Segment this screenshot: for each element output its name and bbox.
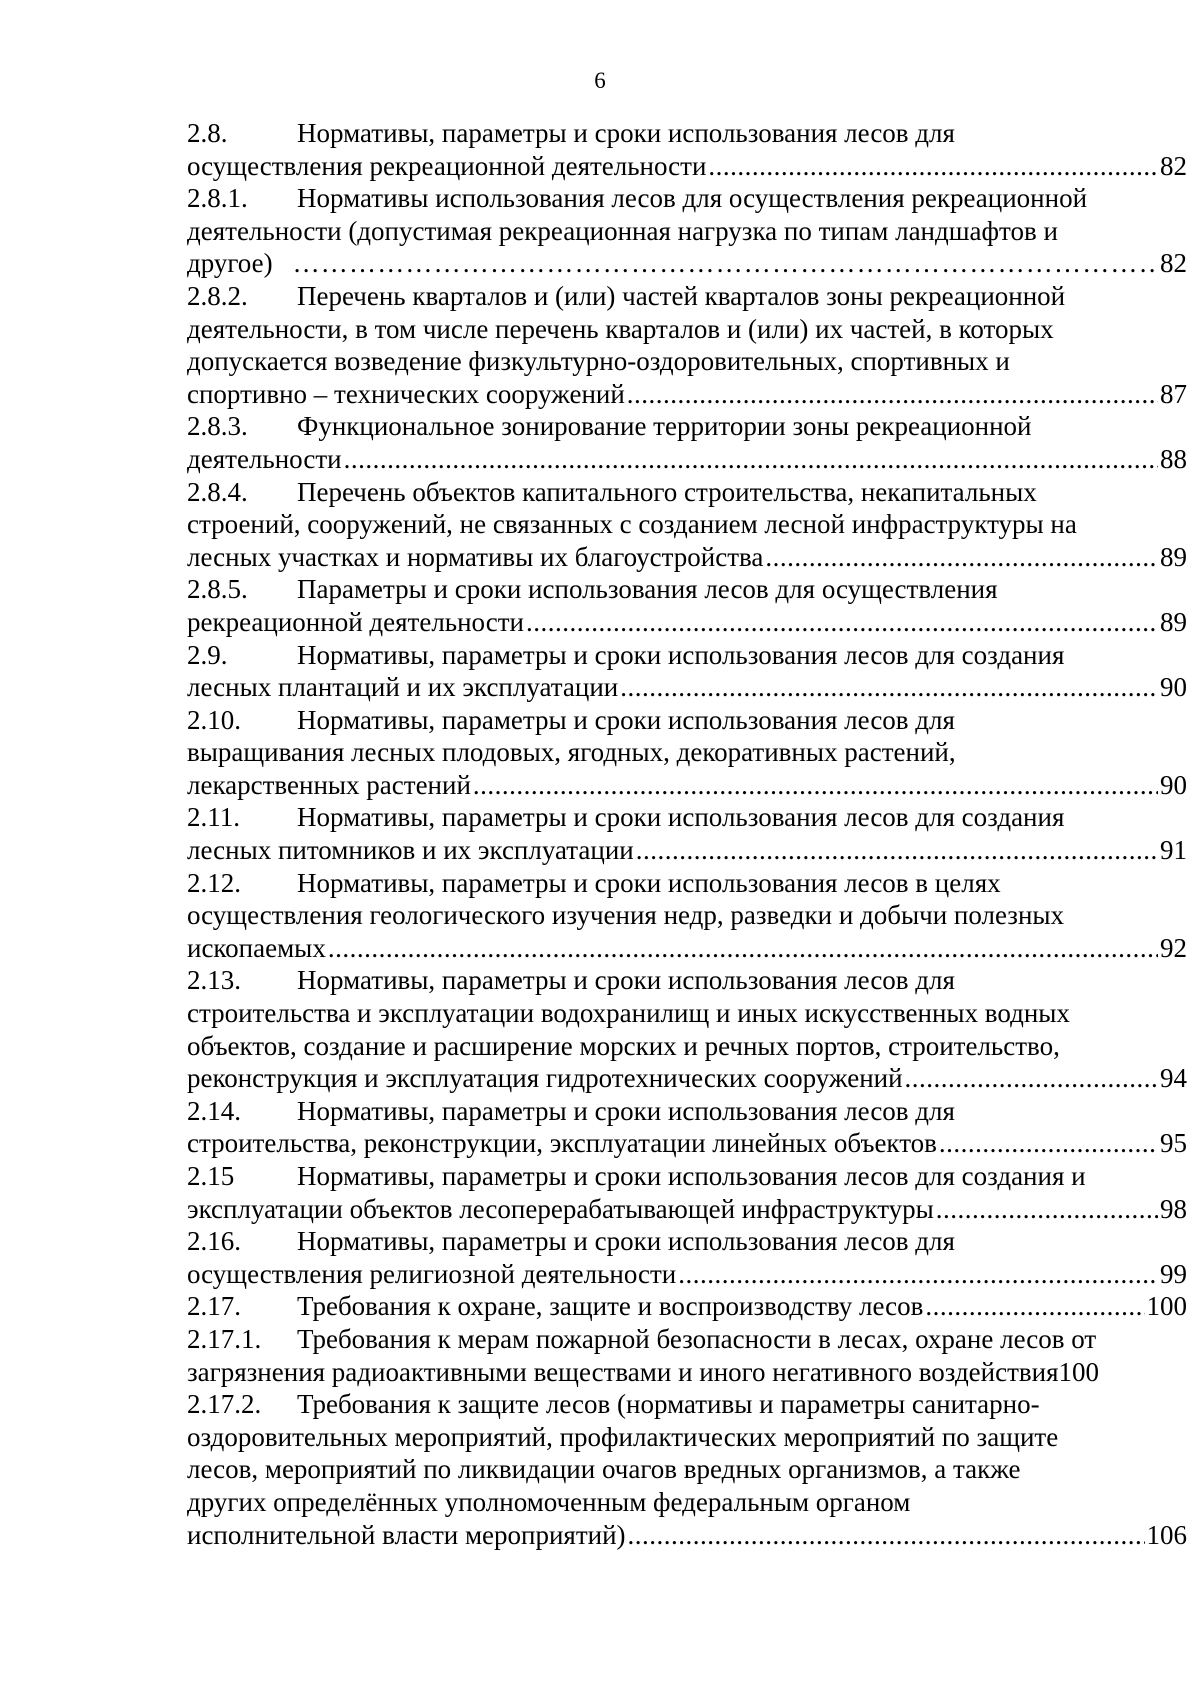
toc-line — [187, 117, 1187, 150]
toc-entry[interactable] — [187, 704, 1187, 802]
toc-line — [187, 867, 1187, 900]
toc-entry-number: 2.8.1. — [187, 183, 248, 214]
toc-line — [187, 1421, 1187, 1454]
toc-entry-title-continued: загрязнения радиоактивными веществами и иного негативного воздействия — [187, 1356, 1059, 1387]
toc-line — [187, 997, 1187, 1030]
toc-line — [187, 345, 1187, 378]
toc-line — [187, 247, 1187, 280]
toc-page-number: 99 — [1160, 1258, 1187, 1289]
toc-entry-title: Функциональное зонирование территории зоны рекреационной — [297, 411, 1032, 442]
toc-entry-number: 2.15 — [187, 1161, 235, 1191]
toc-entry-number: 2.17. — [187, 1291, 241, 1322]
toc-entry-number: 2.8.2. — [187, 280, 248, 311]
toc-entry-title-continued: допускается возведение физкультурно-оздоровительных, спортивных и — [187, 346, 1010, 377]
toc-line — [187, 378, 1187, 411]
dot-leader — [939, 1127, 1158, 1160]
toc-line — [187, 508, 1187, 541]
toc-entry[interactable] — [187, 410, 1187, 475]
toc-entry[interactable] — [187, 1095, 1187, 1160]
toc-line — [187, 704, 1187, 737]
toc-entry-title-continued: оздоровительных мероприятий, профилактических мероприятий по защите — [187, 1421, 1059, 1452]
dot-leader — [708, 150, 1158, 183]
toc-line — [187, 1160, 1187, 1193]
toc-entry-number: 2.9. — [187, 639, 228, 670]
toc-line — [187, 1519, 1187, 1552]
dot-leader — [627, 378, 1158, 411]
toc-line — [187, 606, 1187, 639]
toc-line — [187, 1030, 1187, 1063]
page-number: 6 — [594, 68, 606, 93]
toc-line — [187, 1095, 1187, 1128]
toc-line — [187, 1225, 1187, 1258]
toc-line — [187, 1290, 1187, 1323]
toc-entry-title: Требования к мерам пожарной безопасности в лесах, охране лесов от — [297, 1323, 1097, 1354]
toc-entry-title-continued: деятельности — [187, 443, 342, 474]
toc-page-number: 89 — [1160, 541, 1187, 572]
toc-entry-number: 2.8. — [187, 118, 228, 148]
dot-leader — [628, 1519, 1145, 1552]
toc-entry-title-continued: лесных плантаций и их эксплуатации — [187, 672, 619, 703]
toc-entry[interactable] — [187, 280, 1187, 410]
toc-entry-title: Нормативы, параметры и сроки использования лесов для — [297, 1095, 955, 1126]
toc-entry-title-continued: лесных участках и нормативы их благоустройства — [187, 541, 764, 572]
toc-entry-title: Нормативы, параметры и сроки использования лесов для создания — [297, 802, 1065, 833]
toc-line — [187, 1453, 1187, 1486]
toc-page-number: 82 — [1160, 248, 1187, 279]
dot-leader — [526, 606, 1158, 639]
toc-line — [187, 736, 1187, 769]
toc-line — [187, 476, 1187, 509]
toc-entry[interactable] — [187, 1160, 1187, 1225]
toc-page-number: 95 — [1160, 1128, 1187, 1159]
toc-line — [187, 899, 1187, 932]
toc-line — [187, 410, 1187, 443]
toc-line — [187, 1127, 1187, 1160]
toc-entry-title-continued: осуществления религиозной деятельности — [187, 1258, 677, 1289]
toc-line — [187, 1062, 1187, 1095]
toc-line — [187, 1323, 1187, 1356]
toc-entry[interactable] — [187, 1225, 1187, 1290]
toc-line — [187, 769, 1187, 802]
toc-line — [187, 1388, 1187, 1421]
toc-line — [187, 1193, 1187, 1226]
toc-page-number: 88 — [1160, 443, 1187, 474]
toc-line — [187, 215, 1187, 248]
toc-line — [187, 932, 1187, 965]
toc-entry[interactable] — [187, 867, 1187, 965]
toc-line — [187, 280, 1187, 313]
toc-entry-title-continued: строений, сооружений, не связанных с созданием лесной инфраструктуры на — [187, 509, 1077, 540]
dot-leader — [328, 932, 1158, 965]
dot-leader — [473, 769, 1158, 802]
toc-entry-title: Нормативы, параметры и сроки использования лесов для — [297, 118, 955, 148]
toc-line — [187, 313, 1187, 346]
toc-entry-title-continued: эксплуатации объектов лесоперерабатывающей инфраструктуры — [187, 1193, 934, 1224]
toc-entry-title: Требования к охране, защите и воспроизводству лесов — [297, 1291, 924, 1322]
dot-leader — [620, 671, 1158, 704]
toc-entry[interactable] — [187, 476, 1187, 574]
toc-entry-title-continued: другое) — [187, 248, 273, 279]
toc-entry-title: Нормативы, параметры и сроки использования лесов для создания — [297, 639, 1065, 670]
toc-entry-title: Нормативы, параметры и сроки использования лесов в целях — [297, 867, 1001, 898]
toc-entry[interactable] — [187, 117, 1187, 182]
toc-entry-number: 2.8.5. — [187, 574, 248, 605]
toc-entry-number: 2.10. — [187, 704, 241, 735]
toc-entry-number: 2.16. — [187, 1226, 241, 1257]
toc-entry-title-continued: исполнительной власти мероприятий) — [187, 1519, 626, 1550]
toc-line — [187, 150, 1187, 183]
toc-page-number: 90 — [1160, 672, 1187, 703]
toc-page-number: 90 — [1160, 769, 1187, 800]
toc-line — [187, 573, 1187, 606]
toc-page-number: 87 — [1160, 378, 1187, 409]
toc-page-number: 91 — [1160, 835, 1187, 866]
toc-entry-title-continued: объектов, создание и расширение морских и речных портов, строительство, — [187, 1030, 1060, 1061]
toc-page-number: 100 — [1058, 1356, 1100, 1387]
toc-entry-number: 2.11. — [187, 802, 240, 833]
toc-entry-title: Нормативы использования лесов для осуществления рекреационной — [297, 183, 1088, 214]
toc-entry-title-continued: лесных питомников и их эксплуатации — [187, 835, 634, 866]
toc-page-number: 100 — [1146, 1291, 1187, 1322]
dot-leader — [344, 443, 1158, 476]
toc-entry-number: 2.17.1. — [187, 1323, 262, 1354]
toc-page-number: 94 — [1160, 1063, 1187, 1094]
toc-page-number: 106 — [1146, 1519, 1187, 1550]
dot-leader — [905, 1062, 1158, 1095]
dot-leader — [936, 1193, 1158, 1226]
toc-entry-title: Перечень кварталов и (или) частей кварталов зоны рекреационной — [297, 280, 1066, 311]
dot-leader — [678, 1258, 1158, 1291]
toc-entry-title: Нормативы, параметры и сроки использования лесов для — [297, 704, 955, 735]
toc-entry-title: Параметры и сроки использования лесов для осуществления — [297, 574, 998, 605]
toc-entry[interactable] — [187, 1388, 1187, 1551]
toc-entry[interactable] — [187, 1323, 1187, 1388]
toc-entry-number: 2.13. — [187, 965, 241, 996]
toc-entry-title-continued: спортивно – технических сооружений — [187, 378, 625, 409]
toc-entry-number: 2.8.4. — [187, 476, 248, 507]
table-of-contents — [187, 117, 1187, 1551]
toc-entry-number: 2.8.3. — [187, 411, 248, 442]
toc-line — [187, 541, 1187, 574]
toc-line — [187, 801, 1187, 834]
toc-entry-title: Перечень объектов капитального строительства, некапитальных — [297, 476, 1037, 507]
toc-entry-title-continued: других определённых уполномоченным федеральным органом — [187, 1486, 911, 1517]
toc-entry-title-continued: ископаемых — [187, 932, 326, 963]
toc-page-number: 92 — [1160, 932, 1187, 963]
toc-entry[interactable] — [187, 573, 1187, 638]
toc-entry[interactable] — [187, 639, 1187, 704]
toc-entry[interactable] — [187, 1290, 1187, 1323]
dot-leader — [765, 541, 1158, 574]
toc-entry-number: 2.14. — [187, 1095, 241, 1126]
toc-line — [187, 964, 1187, 997]
toc-line — [187, 443, 1187, 476]
toc-entry-number: 2.17.2. — [187, 1389, 262, 1420]
toc-entry[interactable] — [187, 801, 1187, 866]
toc-entry-title: Требования к защите лесов (нормативы и параметры санитарно- — [297, 1389, 1040, 1420]
toc-entry[interactable] — [187, 964, 1187, 1094]
toc-entry-title-continued: реконструкция и эксплуатация гидротехнических сооружений — [187, 1063, 903, 1094]
toc-entry-title-continued: осуществления геологического изучения недр, разведки и добычи полезных — [187, 900, 1065, 931]
toc-line — [187, 1258, 1187, 1291]
toc-entry-title-continued: лесов, мероприятий по ликвидации очагов вредных организмов, а также — [187, 1454, 1021, 1485]
toc-entry-title-continued: выращивания лесных плодовых, ягодных, декоративных растений, — [187, 737, 956, 768]
toc-line — [187, 834, 1187, 867]
toc-page-number: 98 — [1160, 1193, 1187, 1224]
dot-leader — [293, 247, 1158, 280]
toc-entry-number: 2.12. — [187, 867, 241, 898]
toc-entry-title-continued: осуществления рекреационной деятельности — [187, 150, 707, 181]
toc-line — [187, 1486, 1187, 1519]
toc-page-number: 89 — [1160, 606, 1187, 637]
toc-entry-title: Нормативы, параметры и сроки использования лесов для создания и — [297, 1161, 1086, 1191]
toc-entry-title-continued: строительства и эксплуатации водохранилищ и иных искусственных водных — [187, 998, 1070, 1029]
toc-entry-title: Нормативы, параметры и сроки использования лесов для — [297, 965, 955, 996]
toc-entry-title-continued: рекреационной деятельности — [187, 606, 524, 637]
toc-page-number: 82 — [1160, 150, 1187, 181]
toc-entry[interactable] — [187, 182, 1187, 280]
toc-entry-title-continued: деятельности, в том числе перечень кварталов и (или) их частей, в которых — [187, 313, 1054, 344]
toc-line — [187, 639, 1187, 672]
toc-line — [187, 671, 1187, 704]
toc-entry-title-continued: деятельности (допустимая рекреационная нагрузка по типам ландшафтов и — [187, 215, 1058, 246]
dot-leader — [925, 1290, 1144, 1323]
toc-line — [187, 1356, 1187, 1389]
dot-leader — [636, 834, 1158, 867]
toc-entry-title: Нормативы, параметры и сроки использования лесов для — [297, 1226, 955, 1257]
toc-line — [187, 182, 1187, 215]
toc-entry-title-continued: строительства, реконструкции, эксплуатации линейных объектов — [187, 1128, 937, 1159]
toc-entry-title-continued: лекарственных растений — [187, 769, 471, 800]
